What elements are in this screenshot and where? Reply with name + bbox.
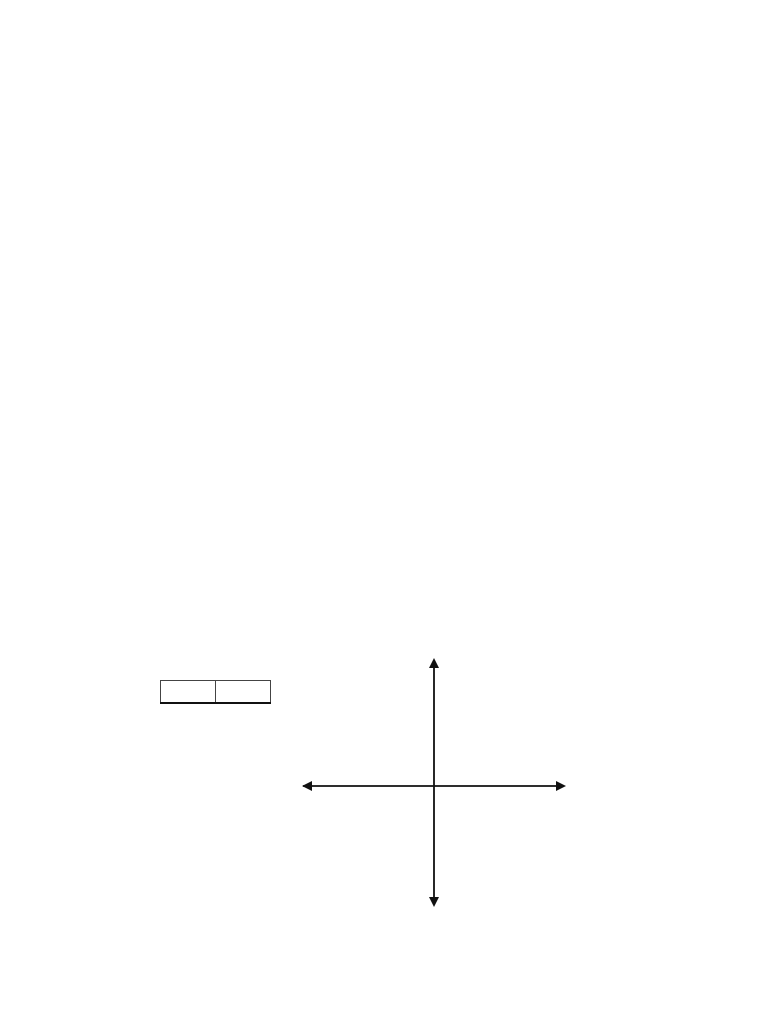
x-axis-left-arrow <box>302 781 312 791</box>
equation-item <box>113 563 134 579</box>
x-column-header <box>161 681 216 704</box>
y-axis-up-arrow <box>429 658 439 668</box>
coordinate-grid <box>300 655 570 910</box>
equation-list <box>113 547 134 580</box>
equation-item <box>113 547 134 563</box>
y-column-header <box>216 681 271 704</box>
y-axis-down-arrow <box>429 897 439 907</box>
x-axis-right-arrow <box>556 781 566 791</box>
xy-table <box>160 680 271 704</box>
